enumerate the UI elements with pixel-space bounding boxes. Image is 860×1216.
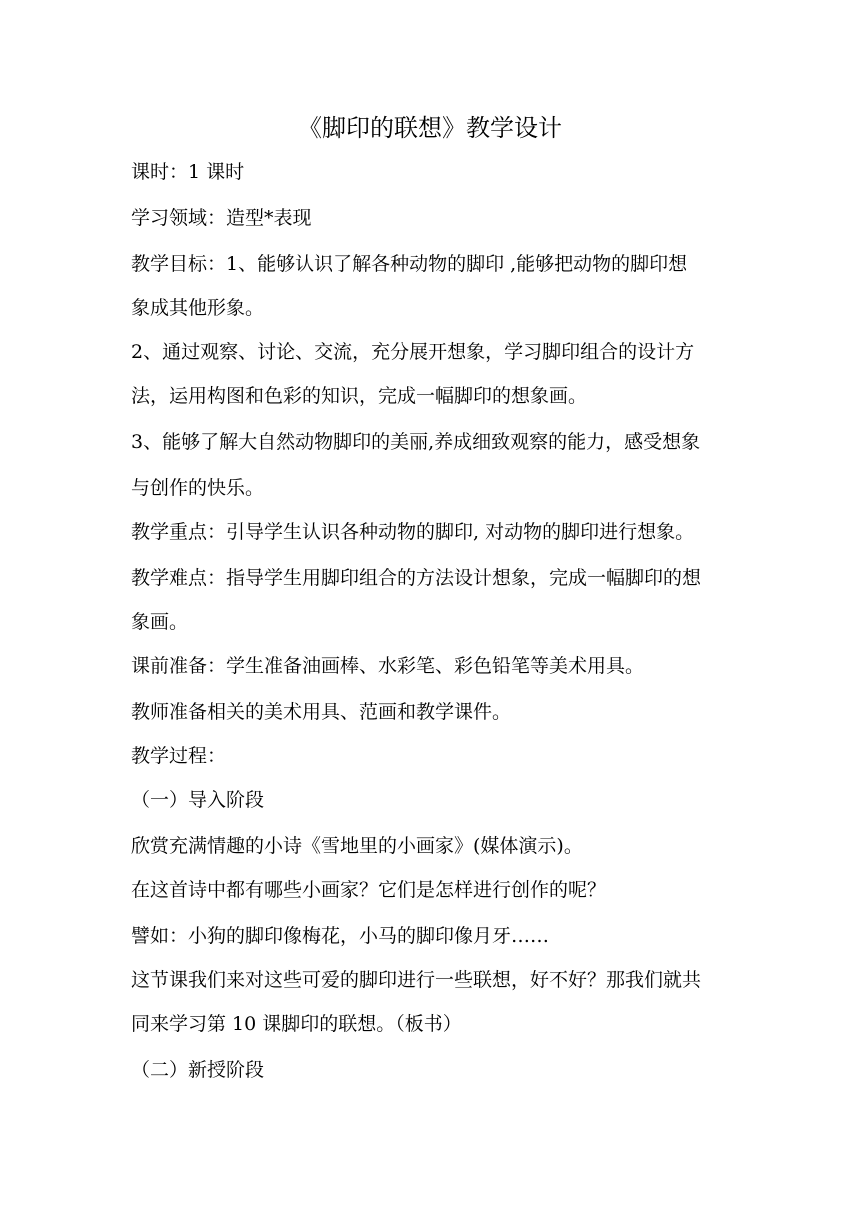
teaching-difficulty-cont: 象画。 bbox=[131, 611, 189, 633]
teaching-goal-3: 3、能够了解大自然动物脚印的美丽,养成细致观察的能力，感受想象 bbox=[131, 431, 701, 453]
introduction-line-4-cont: 同来学习第 10 课脚印的联想。（板书） bbox=[131, 1013, 462, 1035]
teaching-goal-1-cont: 象成其他形象。 bbox=[131, 297, 265, 319]
preparation-teacher: 教师准备相关的美术用具、范画和教学课件。 bbox=[131, 701, 512, 723]
introduction-line-3: 譬如：小狗的脚印像梅花，小马的脚印像月牙…… bbox=[131, 925, 550, 947]
section-introduction-heading: （一）导入阶段 bbox=[131, 789, 265, 811]
introduction-line-1: 欣赏充满情趣的小诗《雪地里的小画家》(媒体演示)。 bbox=[131, 835, 583, 857]
teaching-goal-1: 教学目标：1、能够认识了解各种动物的脚印 ,能够把动物的脚印想 bbox=[131, 253, 688, 275]
teaching-key-point: 教学重点：引导学生认识各种动物的脚印, 对动物的脚印进行想象。 bbox=[131, 521, 695, 543]
introduction-line-4: 这节课我们来对这些可爱的脚印进行一些联想，好不好？那我们就共 bbox=[131, 969, 702, 991]
section-new-lesson-heading: （二）新授阶段 bbox=[131, 1059, 265, 1081]
learning-domain: 学习领域：造型*表现 bbox=[131, 207, 312, 229]
document-title: 《脚印的联想》教学设计 bbox=[298, 114, 562, 142]
teaching-goal-3-cont: 与创作的快乐。 bbox=[131, 477, 265, 499]
teaching-difficulty: 教学难点：指导学生用脚印组合的方法设计想象，完成一幅脚印的想 bbox=[131, 567, 702, 589]
teaching-goal-2: 2、通过观察、讨论、交流，充分展开想象，学习脚印组合的设计方 bbox=[131, 341, 695, 363]
teaching-goal-2-cont: 法，运用构图和色彩的知识，完成一幅脚印的想象画。 bbox=[131, 385, 588, 407]
teaching-process-heading: 教学过程： bbox=[131, 745, 227, 767]
introduction-line-2: 在这首诗中都有哪些小画家？它们是怎样进行创作的呢？ bbox=[131, 879, 607, 901]
preparation-students: 课前准备：学生准备油画棒、水彩笔、彩色铅笔等美术用具。 bbox=[131, 655, 645, 677]
lesson-hours: 课时：1 课时 bbox=[131, 161, 245, 183]
